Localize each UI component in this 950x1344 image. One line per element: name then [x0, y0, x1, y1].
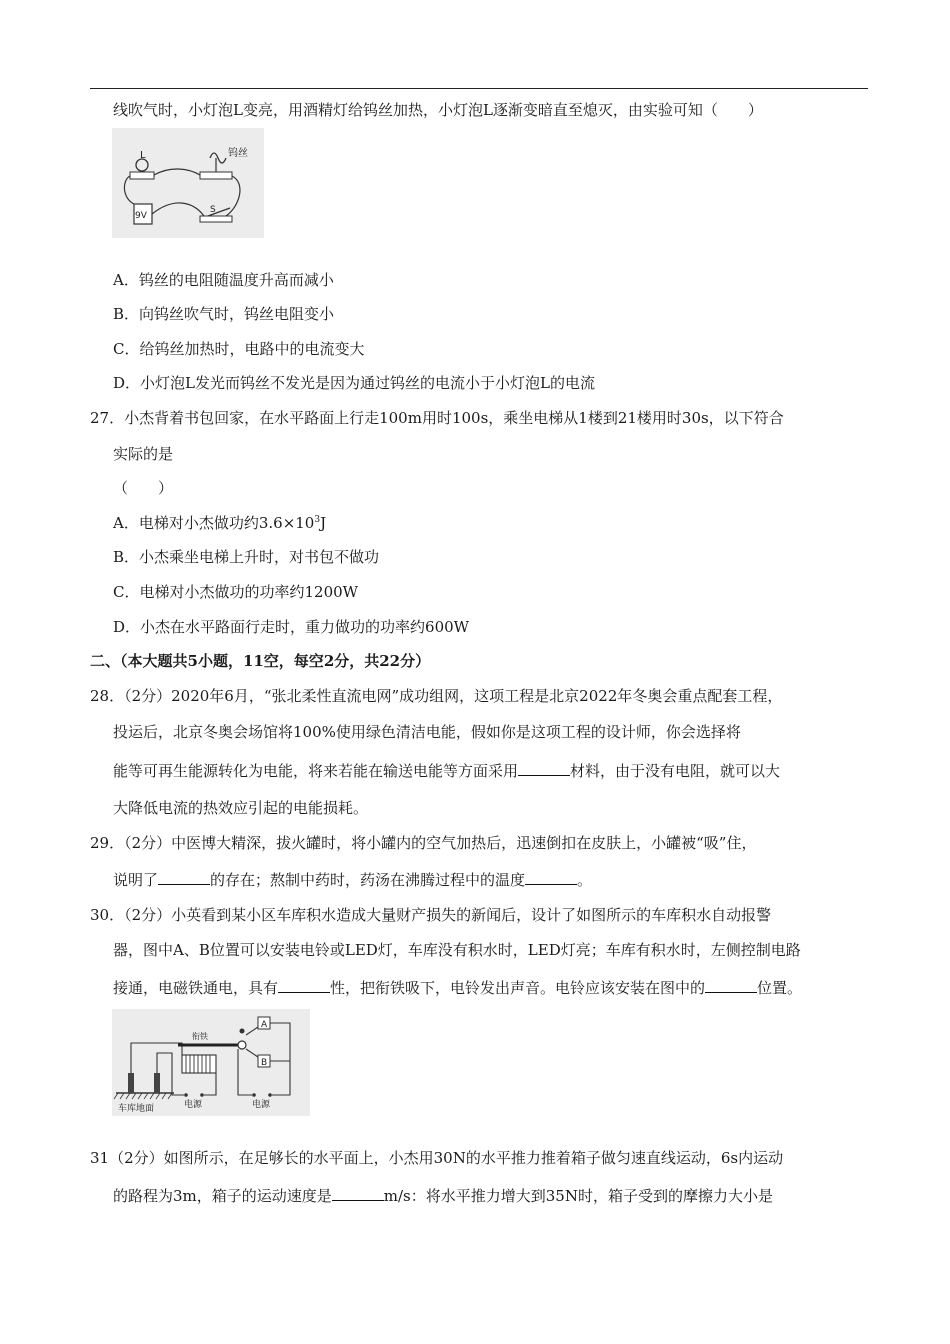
section-2-heading: 二、（本大题共5小题，11空，每空2分，共22分） — [90, 652, 431, 670]
q30-answer-blank-2 — [705, 978, 757, 993]
q26-option-a: A．钨丝的电阻随温度升高而减小 — [113, 271, 334, 289]
q28-line4: 大降低电流的热效应引起的电能损耗。 — [113, 799, 369, 817]
fig-label-switch: S — [210, 205, 216, 215]
fig-label-floor: 车库地面 — [118, 1104, 155, 1114]
electromagnet-icon — [182, 1055, 216, 1073]
q28-answer-blank — [518, 761, 570, 776]
q30-line3: 接通，电磁铁通电，具有 性，把衔铁吸下，电铃发出声音。电铃应该安装在图中的 位置。 — [113, 979, 803, 997]
q29-line1: 29．（2分）中医博大精深，拔火罐时，将小罐内的空气加热后，迅速倒扣在皮肤上，小罐被“吸”住， — [90, 834, 757, 852]
fig-label-A: A — [261, 1020, 268, 1030]
q29-answer-blank-1 — [158, 870, 210, 885]
q31-line1: 31（2分）如图所示，在足够长的水平面上，小杰用30N的水平推力推着箱子做匀速直线运动，6s内运动 — [90, 1149, 784, 1167]
q27-option-a: A．电梯对小杰做功约$3.6\times 10^3J$ — [113, 514, 327, 532]
q27-line1: 27．小杰背着书包回家，在水平路面上行走100m用时100s，乘坐电梯从1楼到21楼用时30s，以下符合 — [90, 409, 784, 427]
fig-label-wire: 钨丝 — [228, 148, 248, 159]
electrode-icon — [128, 1073, 134, 1093]
switch-icon — [200, 216, 232, 222]
tungsten-coil-icon — [210, 153, 226, 163]
fig-label-battery: 9V — [135, 211, 147, 221]
q26-option-b: B．向钨丝吹气时，钨丝电阻变小 — [113, 305, 335, 323]
q28-line2: 投运后，北京冬奥会场馆将100%使用绿色清洁电能，假如你是这项工程的设计师，你会选择将 — [113, 723, 741, 741]
fig-label-power-1: 电源 — [184, 1100, 203, 1110]
fig-label-B: B — [261, 1058, 268, 1068]
q30-line2: 器，图中A、B位置可以安装电铃或LED灯，车库没有积水时，LED灯亮；车库有积水时，左侧控制电路 — [113, 941, 801, 959]
q27-option-c: C．电梯对小杰做功的功率约1200W — [113, 583, 359, 601]
electrode-icon — [154, 1073, 160, 1093]
q26-option-d: D．小灯泡L发光而钨丝不发光是因为通过钨丝的电流小于小灯泡L的电流 — [113, 374, 595, 392]
q29-answer-blank-2 — [525, 870, 577, 885]
q29-line2: 说明了 的存在；熬制中药时，药汤在沸腾过程中的温度 。 — [113, 871, 593, 889]
q31-answer-blank — [332, 1186, 384, 1201]
q30-answer-blank-1 — [278, 978, 330, 993]
q31-line2: 的路程为3m，箱子的运动速度是 m/s：将水平推力增大到35N时，箱子受到的摩擦力大小是 — [113, 1187, 773, 1205]
q30-alarm-figure — [112, 1009, 310, 1116]
q27-option-b: B．小杰乘坐电梯上升时，对书包不做功 — [113, 548, 380, 566]
q26-circuit-figure — [112, 128, 264, 238]
q27-option-d: D．小杰在水平路面行走时，重力做功的功率约600W — [113, 618, 470, 636]
q27-line3: （ ） — [113, 479, 174, 497]
q27-line2: 实际的是 — [113, 445, 174, 463]
fig-label-power-2: 电源 — [252, 1100, 271, 1110]
q26-stem-tail: 线吹气时，小灯泡L变亮，用酒精灯给钨丝加热，小灯泡L逐渐变暗直至熄灭，由实验可知（ ） — [113, 101, 763, 119]
q28-line1: 28．（2分）2020年6月，“张北柔性直流电网”成功组网，这项工程是北京2022年冬奥会重点配套工程， — [90, 687, 783, 705]
q30-line1: 30．（2分）小英看到某小区车库积水造成大量财产损失的新闻后，设计了如图所示的车库积水自动报警 — [90, 906, 772, 924]
q26-option-c: C．给钨丝加热时，电路中的电流变大 — [113, 340, 365, 358]
header-rule — [90, 88, 868, 89]
fig-label-L: L — [140, 150, 146, 161]
q28-line3: 能等可再生能源转化为电能，将来若能在输送电能等方面采用 材料，由于没有电阻，就可以大 — [113, 762, 781, 780]
fig-label-armature: 衔铁 — [192, 1032, 208, 1041]
